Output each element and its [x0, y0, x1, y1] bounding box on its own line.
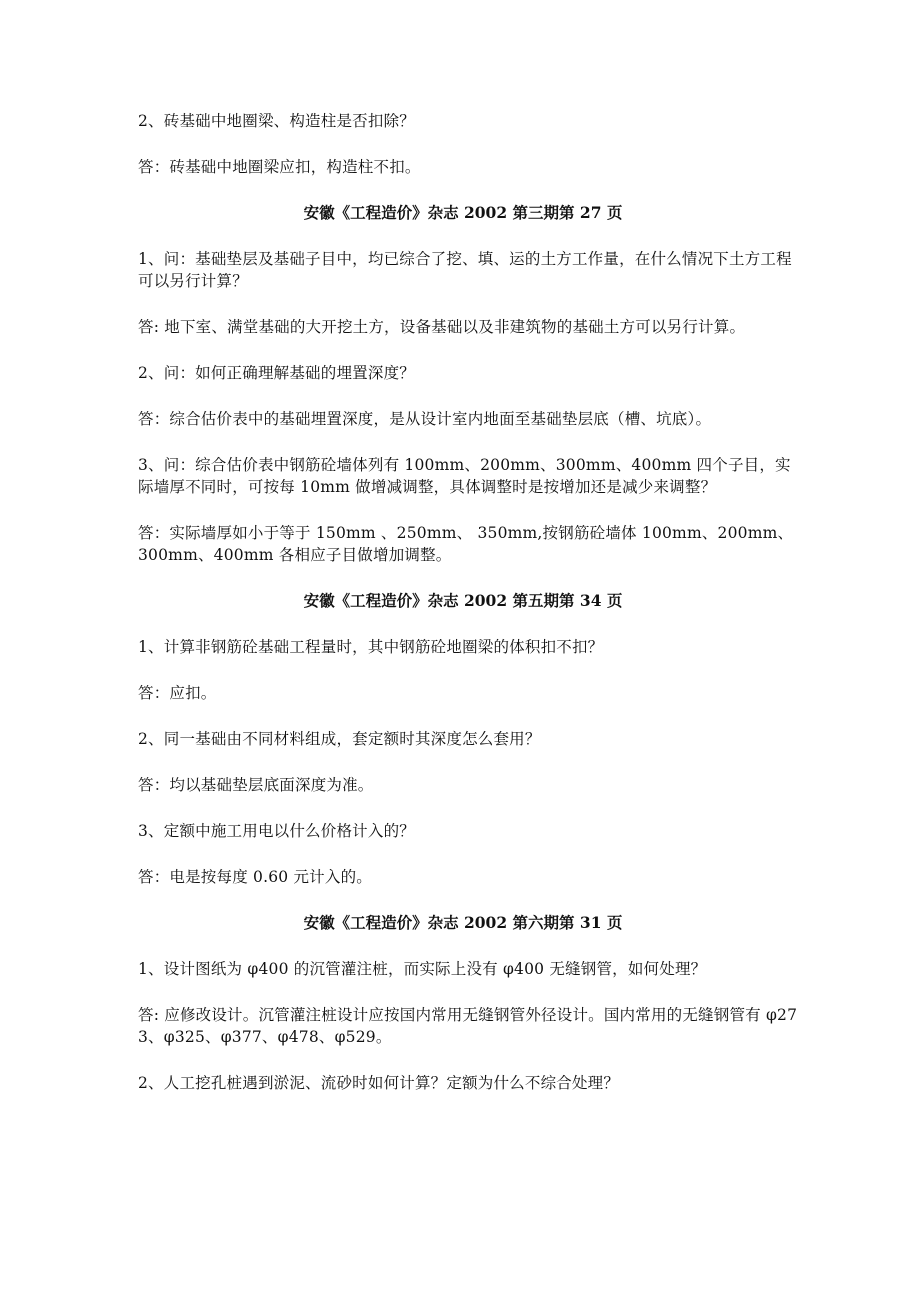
paragraph: 2、问：如何正确理解基础的埋置深度？: [138, 364, 415, 382]
section-heading: 安徽《工程造价》杂志 2002 第六期第 31 页: [303, 913, 623, 932]
paragraph: 答：均以基础垫层底面深度为准。: [138, 776, 374, 794]
paragraph: 答：电是按每度 0.60 元计入的。: [138, 868, 372, 886]
paragraph: 2、同一基础由不同材料组成，套定额时其深度怎么套用？: [138, 730, 541, 748]
paragraph: 1、计算非钢筋砼基础工程量时，其中钢筋砼地圈梁的体积扣不扣？: [138, 638, 604, 656]
paragraph: 3、问：综合估价表中钢筋砼墙体列有 100mm、200mm、300mm、400mm 四个子目，实际墙厚不同时，可按每 10mm 做增减调整，具体调整时是按增加还是减少来调整？: [138, 456, 791, 496]
paragraph: 答: 地下室、满堂基础的大开挖土方，设备基础以及非建筑物的基础土方可以另行计算。: [138, 318, 746, 336]
paragraph: 答：实际墙厚如小于等于 150mm 、250mm、 350mm,按钢筋砼墙体 100mm、200mm、300mm、400mm 各相应子目做增加调整。: [138, 524, 794, 564]
paragraph: 答：应扣。: [138, 684, 217, 702]
section-heading: 安徽《工程造价》杂志 2002 第三期第 27 页: [303, 203, 623, 222]
document-page: [138, 110, 798, 1118]
paragraph: 答：砖基础中地圈梁应扣，构造柱不扣。: [138, 158, 421, 176]
paragraph: 答: 应修改设计。沉管灌注桩设计应按国内常用无缝钢管外径设计。国内常用的无缝钢管有 φ273、φ325、φ377、φ478、φ529。: [138, 1006, 798, 1046]
paragraph: 答：综合估价表中的基础埋置深度，是从设计室内地面至基础垫层底（槽、坑底）。: [138, 410, 712, 428]
paragraph: 2、砖基础中地圈梁、构造柱是否扣除？: [138, 112, 415, 130]
paragraph: 1、问：基础垫层及基础子目中，均已综合了挖、填、运的土方工作量，在什么情况下土方工程可以另行计算？: [138, 250, 792, 290]
paragraph: 1、设计图纸为 φ400 的沉管灌注桩，而实际上没有 φ400 无缝钢管，如何处理？: [138, 960, 707, 978]
paragraph: 2、人工挖孔桩遇到淤泥、流砂时如何计算？定额为什么不综合处理？: [138, 1074, 620, 1092]
section-heading: 安徽《工程造价》杂志 2002 第五期第 34 页: [303, 591, 623, 610]
paragraph: 3、定额中施工用电以什么价格计入的？: [138, 822, 415, 840]
